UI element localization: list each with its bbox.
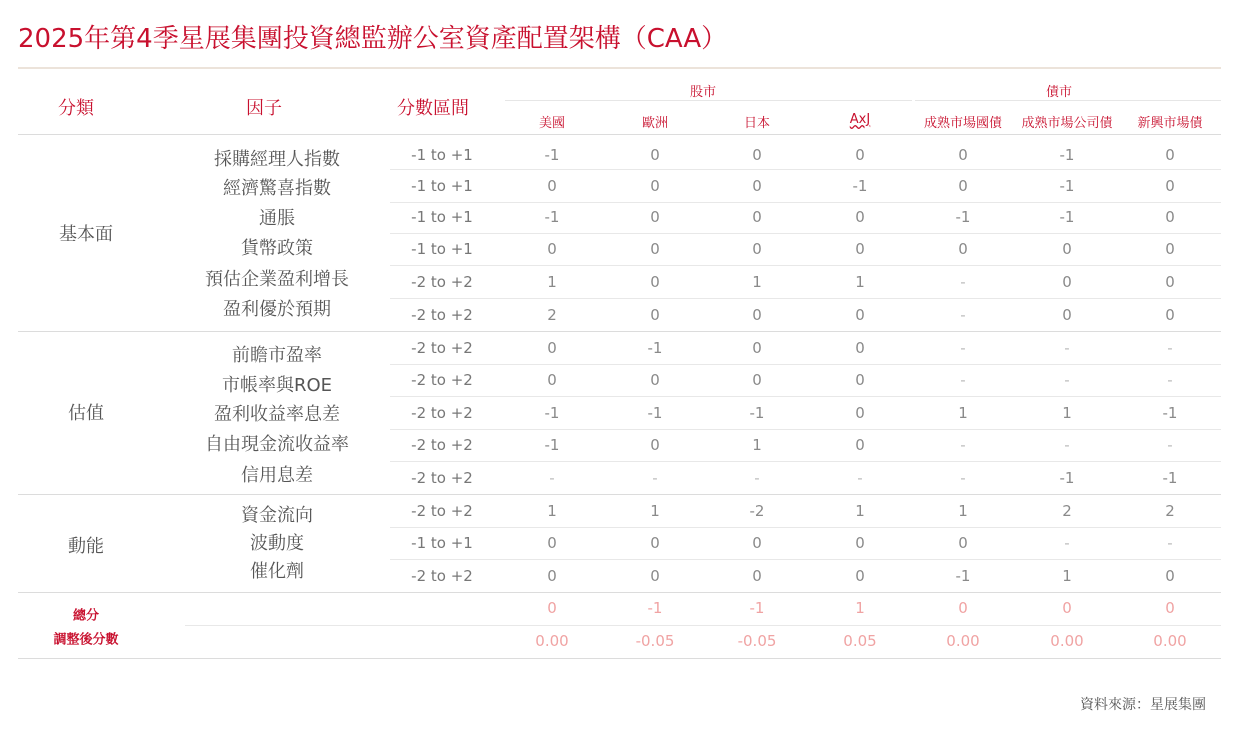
score-cell: 0 (752, 240, 762, 258)
row-divider (390, 202, 1221, 203)
category-label: 估值 (68, 403, 104, 424)
score-cell: -1 (955, 567, 971, 585)
score-cell: 0 (547, 371, 557, 389)
column-header-4: 成熟市場國債 (923, 116, 1003, 131)
score-cell: 0 (650, 273, 660, 291)
score-cell: -1 (1059, 469, 1075, 487)
score-cell: 0 (1165, 240, 1175, 258)
source-note: 資料來源：星展集團 (1080, 697, 1206, 713)
factor-label: 波動度 (250, 533, 304, 554)
score-cell: 2 (1062, 502, 1072, 520)
range-label: -2 to +2 (411, 502, 473, 520)
score-cell: 0 (1062, 306, 1072, 324)
score-cell: 0 (855, 146, 865, 164)
score-cell: - (960, 371, 966, 389)
range-label: -2 to +2 (411, 306, 473, 324)
row-divider (390, 527, 1221, 528)
range-label: -2 to +2 (411, 339, 473, 357)
range-label: -1 to +1 (411, 240, 473, 258)
score-cell: - (1064, 534, 1070, 552)
header-equity-group: 股市 (690, 85, 717, 100)
row-divider (185, 625, 1221, 626)
factor-label: 前瞻市盈率 (232, 345, 322, 366)
category-label: 基本面 (59, 224, 113, 245)
header-range: 分數區間 (397, 98, 469, 119)
score-cell: -1 (1162, 404, 1178, 422)
range-label: -2 to +2 (411, 567, 473, 585)
score-cell: - (1064, 339, 1070, 357)
score-cell: 0 (855, 534, 865, 552)
score-cell: 1 (958, 404, 968, 422)
total-cell: 0 (547, 599, 557, 617)
score-cell: -1 (955, 208, 971, 226)
score-cell: 0 (1165, 177, 1175, 195)
header-factor: 因子 (246, 98, 282, 119)
score-cell: 0 (958, 240, 968, 258)
score-cell: 0 (855, 567, 865, 585)
score-cell: 1 (547, 273, 557, 291)
score-cell: 0 (752, 567, 762, 585)
score-cell: 1 (958, 502, 968, 520)
score-cell: 1 (1062, 567, 1072, 585)
row-divider (390, 364, 1221, 365)
column-header-3: AxJ (849, 112, 871, 127)
adjusted-cell: 0.00 (946, 632, 980, 650)
score-cell: 0 (855, 240, 865, 258)
score-cell: 0 (650, 146, 660, 164)
category-divider (18, 494, 161, 495)
score-cell: 0 (752, 146, 762, 164)
score-cell: - (960, 273, 966, 291)
score-cell: 0 (1165, 306, 1175, 324)
range-label: -1 to +1 (411, 177, 473, 195)
column-header-1: 歐洲 (641, 116, 669, 131)
column-header-2: 日本 (743, 116, 771, 131)
score-cell: - (1167, 534, 1173, 552)
score-cell: 0 (752, 208, 762, 226)
score-cell: 0 (1165, 273, 1175, 291)
factor-label: 催化劑 (250, 561, 304, 582)
score-cell: - (754, 469, 760, 487)
factor-label: 貨幣政策 (241, 238, 313, 259)
adjusted-cell: -0.05 (737, 632, 777, 650)
score-cell: 0 (547, 339, 557, 357)
score-cell: - (960, 436, 966, 454)
score-cell: 1 (650, 502, 660, 520)
score-cell: 0 (855, 371, 865, 389)
score-cell: -1 (544, 146, 560, 164)
score-cell: 0 (547, 534, 557, 552)
range-label: -1 to +1 (411, 146, 473, 164)
score-cell: 0 (752, 534, 762, 552)
score-cell: 0 (855, 339, 865, 357)
factor-label: 採購經理人指數 (214, 149, 340, 170)
score-cell: -1 (544, 404, 560, 422)
range-label: -1 to +1 (411, 534, 473, 552)
row-divider (390, 233, 1221, 234)
row-divider (18, 134, 1221, 135)
score-cell: 0 (752, 306, 762, 324)
row-divider (18, 592, 1221, 593)
row-divider (18, 331, 1221, 332)
row-divider (390, 461, 1221, 462)
range-label: -2 to +2 (411, 404, 473, 422)
score-cell: 0 (650, 436, 660, 454)
score-cell: 1 (752, 436, 762, 454)
score-cell: 0 (650, 371, 660, 389)
score-cell: 0 (855, 306, 865, 324)
page-title: 2025年第4季星展集團投資總監辦公室資產配置架構（CAA） (18, 24, 728, 54)
score-cell: 0 (752, 371, 762, 389)
row-divider (18, 494, 1221, 495)
score-cell: 0 (547, 240, 557, 258)
score-cell: - (960, 339, 966, 357)
score-cell: 0 (1062, 240, 1072, 258)
factor-label: 通脹 (259, 208, 295, 229)
score-cell: - (1167, 339, 1173, 357)
score-cell: 2 (1165, 502, 1175, 520)
score-cell: - (1064, 436, 1070, 454)
score-cell: -1 (852, 177, 868, 195)
score-cell: 0 (958, 177, 968, 195)
total-cell: -1 (749, 599, 765, 617)
row-divider (390, 169, 1221, 170)
row-divider (390, 298, 1221, 299)
column-header-6: 新興市場債 (1137, 116, 1203, 131)
score-cell: -2 (749, 502, 765, 520)
score-cell: 1 (547, 502, 557, 520)
total-cell: 0 (1062, 599, 1072, 617)
score-cell: 1 (1062, 404, 1072, 422)
row-divider (18, 658, 1221, 659)
score-cell: 0 (547, 567, 557, 585)
total-cell: 0 (958, 599, 968, 617)
row-divider (390, 429, 1221, 430)
score-cell: 0 (547, 177, 557, 195)
adjusted-cell: 0.00 (535, 632, 569, 650)
factor-label: 預估企業盈利增長 (205, 269, 349, 290)
total-cell: 1 (855, 599, 865, 617)
score-cell: 0 (855, 436, 865, 454)
factor-label: 盈利收益率息差 (214, 404, 340, 425)
score-cell: 0 (855, 404, 865, 422)
row-divider (390, 265, 1221, 266)
score-cell: - (960, 469, 966, 487)
range-label: -1 to +1 (411, 208, 473, 226)
score-cell: 1 (752, 273, 762, 291)
score-cell: -1 (544, 436, 560, 454)
range-label: -2 to +2 (411, 371, 473, 389)
score-cell: - (1064, 371, 1070, 389)
score-cell: 0 (650, 567, 660, 585)
score-cell: -1 (1162, 469, 1178, 487)
range-label: -2 to +2 (411, 469, 473, 487)
score-cell: - (1167, 436, 1173, 454)
score-cell: 0 (650, 240, 660, 258)
score-cell: 0 (1165, 146, 1175, 164)
score-cell: - (1167, 371, 1173, 389)
score-cell: -1 (1059, 208, 1075, 226)
column-header-0: 美國 (538, 116, 566, 131)
factor-label: 市帳率與ROE (221, 375, 333, 396)
title-divider (18, 67, 1221, 69)
score-cell: 0 (855, 208, 865, 226)
score-cell: -1 (1059, 177, 1075, 195)
adjusted-cell: 0.05 (843, 632, 877, 650)
range-label: -2 to +2 (411, 273, 473, 291)
score-cell: 0 (650, 534, 660, 552)
score-cell: 0 (958, 146, 968, 164)
score-cell: 2 (547, 306, 557, 324)
score-cell: -1 (647, 404, 663, 422)
factor-label: 經濟驚喜指數 (223, 178, 331, 199)
score-cell: 1 (855, 273, 865, 291)
score-cell: -1 (749, 404, 765, 422)
bond-group-rule (915, 100, 1221, 101)
score-cell: 0 (1165, 567, 1175, 585)
header-category: 分類 (58, 98, 94, 119)
equity-group-rule (505, 100, 912, 101)
score-cell: -1 (544, 208, 560, 226)
range-label: -2 to +2 (411, 436, 473, 454)
score-cell: 0 (752, 177, 762, 195)
score-cell: 0 (1062, 273, 1072, 291)
factor-label: 自由現金流收益率 (205, 434, 349, 455)
row-divider (390, 559, 1221, 560)
header-bond-group: 債市 (1046, 85, 1073, 100)
score-cell: 0 (650, 306, 660, 324)
score-cell: - (857, 469, 863, 487)
score-cell: - (960, 306, 966, 324)
total-cell: 0 (1165, 599, 1175, 617)
score-cell: - (652, 469, 658, 487)
adjusted-label: 調整後分數 (53, 632, 119, 648)
score-cell: -1 (1059, 146, 1075, 164)
score-cell: 0 (650, 208, 660, 226)
score-cell: 0 (1165, 208, 1175, 226)
factor-label: 資金流向 (241, 505, 313, 526)
row-divider (390, 396, 1221, 397)
score-cell: 0 (650, 177, 660, 195)
factor-label: 信用息差 (241, 465, 313, 486)
total-cell: -1 (647, 599, 663, 617)
score-cell: 0 (958, 534, 968, 552)
category-label: 動能 (68, 536, 104, 557)
score-cell: 1 (855, 502, 865, 520)
total-label: 總分 (72, 608, 99, 624)
adjusted-cell: 0.00 (1153, 632, 1187, 650)
score-cell: -1 (647, 339, 663, 357)
category-divider (18, 331, 168, 332)
factor-label: 盈利優於預期 (223, 299, 331, 320)
adjusted-cell: 0.00 (1050, 632, 1084, 650)
adjusted-cell: -0.05 (635, 632, 675, 650)
score-cell: - (549, 469, 555, 487)
column-header-5: 成熟市場公司債 (1021, 116, 1113, 131)
score-cell: 0 (752, 339, 762, 357)
